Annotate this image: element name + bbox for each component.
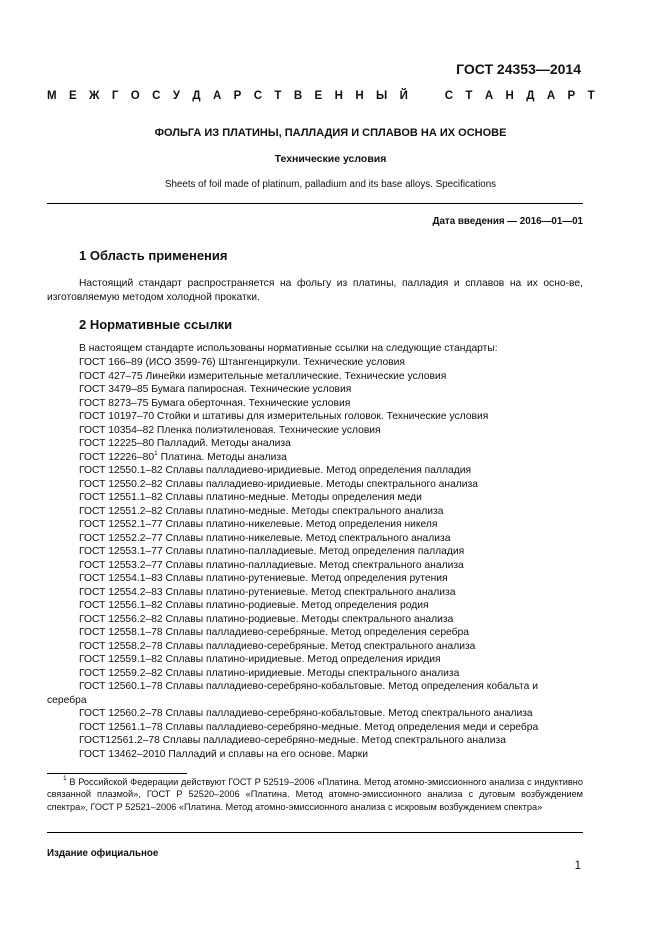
reference-item: ГОСТ 12554.1–83 Сплавы платино-рутениевые. Метод определения рутения: [79, 573, 448, 584]
reference-item: ГОСТ 12552.2–77 Сплавы платино-никелевые. Метод спектрального анализа: [79, 532, 451, 544]
banner-letter: В: [293, 90, 303, 102]
reference-item: ГОСТ 12551.1–82 Сплавы платино-медные. Методы определения меди: [79, 492, 422, 503]
reference-item: ГОСТ 8273–75 Бумага оберточная. Технические условия: [79, 397, 351, 409]
reference-item: [47, 451, 587, 465]
banner-letter: Д: [192, 90, 201, 102]
reference-item: ГОСТ 10354–82 Пленка полиэтиленовая. Технические условия: [79, 424, 381, 436]
reference-item: ГОСТ 12550.1–82 Сплавы палладиево-иридиевые. Метод определения палладия: [79, 465, 472, 476]
footnote-ref[interactable]: 1: [154, 449, 158, 457]
banner-letter: Н: [355, 90, 364, 102]
reference-title: Платина. Методы анализа: [157, 451, 287, 463]
introduction-date: Дата введения — 2016—01—01: [432, 216, 583, 227]
edition-label: Издание официальное: [47, 848, 159, 859]
standard-banner: [47, 90, 595, 102]
footnote-divider: [47, 773, 187, 774]
reference-item: ГОСТ 12554.2–83 Сплавы платино-рутениевые. Метод спектрального анализа: [79, 586, 456, 598]
reference-item: ГОСТ 427–75 Линейки измерительные металлические. Технические условия: [79, 370, 447, 382]
reference-item: ГОСТ 10197–70 Стойки и штативы для измерительных головок. Технические условия: [79, 411, 489, 422]
section-1-heading: 1 Область применения: [79, 248, 228, 263]
banner-letter: С: [253, 90, 263, 102]
reference-item: ГОСТ 12556.2–82 Сплавы платино-родиевые. Методы спектрального анализа: [79, 613, 454, 625]
reference-item: ГОСТ 12551.2–82 Сплавы платино-медные. Методы спектрального анализа: [79, 505, 444, 517]
reference-item: ГОСТ 166–89 (ИСО 3599-76) Штангенциркули. Технические условия: [79, 357, 405, 368]
banner-letter: Е: [68, 90, 77, 102]
banner-letter: Н: [505, 90, 514, 102]
reference-item: ГОСТ 12559.1–82 Сплавы платино-иридиевые. Метод определения иридия: [79, 654, 441, 665]
references-intro: В настоящем стандарте использованы нормативные ссылки на следующие стандарты:: [79, 343, 498, 354]
banner-letter: Т: [274, 90, 282, 102]
banner-letter: Г: [111, 90, 119, 102]
reference-item: ГОСТ12561.2–78 Сплавы палладиево-серебряно-медные. Метод спектрального анализа: [79, 735, 506, 746]
banner-letter: Т: [465, 90, 473, 102]
reference-item: ГОСТ 12556.1–82 Сплавы платино-родиевые. Метод определения родия: [79, 600, 429, 611]
banner-letter: Д: [526, 90, 535, 102]
banner-letter: А: [212, 90, 222, 102]
bottom-divider: [47, 832, 583, 833]
banner-letter: С: [152, 90, 161, 102]
banner-letter: Е: [314, 90, 323, 102]
reference-item: ГОСТ 3479–85 Бумага папиросная. Технические условия: [79, 384, 352, 395]
banner-letter: А: [546, 90, 556, 102]
banner-letter: Ж: [89, 90, 100, 102]
banner-letter: У: [172, 90, 180, 102]
reference-item: ГОСТ 12552.1–77 Сплавы платино-никелевые. Метод определения никеля: [79, 519, 438, 530]
references-list: [47, 356, 587, 761]
section-1-text: Настоящий стандарт распространяется на фольгу из платины, палладия и сплавов на их осно-ве, изготовляемую методом холодной прокатки.: [47, 278, 583, 303]
page-number: 1: [574, 860, 581, 872]
reference-code: ГОСТ 12226–80: [79, 451, 155, 463]
document-english-title: Sheets of foil made of platinum, palladium and its base alloys. Specifications: [164, 179, 497, 190]
document-subtitle: Технические условия: [274, 153, 387, 165]
banner-letter: Н: [334, 90, 343, 102]
reference-item: ГОСТ 12559.2–82 Сплавы платино-иридиевые. Методы спектрального анализа: [79, 667, 460, 679]
reference-item: ГОСТ 12553.2–77 Сплавы платино-палладиевые. Метод спектрального анализа: [79, 559, 464, 571]
reference-item: ГОСТ 12560.1–78 Сплавы палладиево-серебряно-кобальтовые. Метод определения кобальта и: [79, 681, 538, 692]
banner-letter: О: [130, 90, 140, 102]
banner-letter: М: [47, 90, 57, 102]
footnote: [47, 776, 583, 813]
banner-letter: С: [444, 90, 454, 102]
banner-letter: Р: [233, 90, 242, 102]
reference-item: ГОСТ 12558.2–78 Сплавы палладиево-серебряные. Метод спектрального анализа: [79, 640, 476, 652]
banner-letter: Й: [399, 90, 408, 102]
reference-item: ГОСТ 12558.1–78 Сплавы палладиево-серебряные. Метод определения серебра: [79, 627, 470, 638]
reference-item: ГОСТ 12561.1–78 Сплавы палладиево-серебряно-медные. Метод определения меди и серебра: [79, 721, 539, 733]
reference-item: ГОСТ 12553.1–77 Сплавы платино-палладиевые. Метод определения палладия: [79, 546, 465, 557]
banner-letter: Ы: [376, 90, 388, 102]
top-divider: [47, 203, 583, 204]
banner-letter: Т: [587, 90, 595, 102]
banner-letter: А: [484, 90, 494, 102]
banner-letter: Р: [567, 90, 576, 102]
reference-item: ГОСТ 12560.2–78 Сплавы палладиево-серебряно-кобальтовые. Метод спектрального анализа: [79, 708, 533, 719]
reference-item: ГОСТ 12550.2–82 Сплавы палладиево-иридиевые. Методы спектрального анализа: [79, 478, 479, 490]
reference-item: ГОСТ 12225–80 Палладий. Методы анализа: [79, 438, 291, 449]
reference-item: ГОСТ 13462–2010 Палладий и сплавы на его основе. Марки: [79, 748, 369, 760]
document-code: ГОСТ 24353—2014: [456, 61, 581, 77]
reference-item-continuation: серебра: [47, 694, 87, 706]
document-title: ФОЛЬГА ИЗ ПЛАТИНЫ, ПАЛЛАДИЯ И СПЛАВОВ НА ИХ ОСНОВЕ: [154, 127, 507, 139]
banner-word-gap: [420, 90, 432, 102]
section-2-heading: 2 Нормативные ссылки: [79, 317, 233, 332]
footnote-marker: 1: [63, 775, 67, 782]
footnote-text: В Российской Федерации действуют ГОСТ Р 52519–2006 «Платина. Метод атомно-эмиссионного анализа с индуктивно связанной плазмой», ГОСТ Р 52520–2006 «Платина. Метод атомно-эмиссионного анализа с дуговым возбуждением спектра», ГОСТ Р 52521–2006 «Платина. Метод атомно-эмиссионного анализа с искровым возбуждением спектра»: [47, 777, 583, 812]
